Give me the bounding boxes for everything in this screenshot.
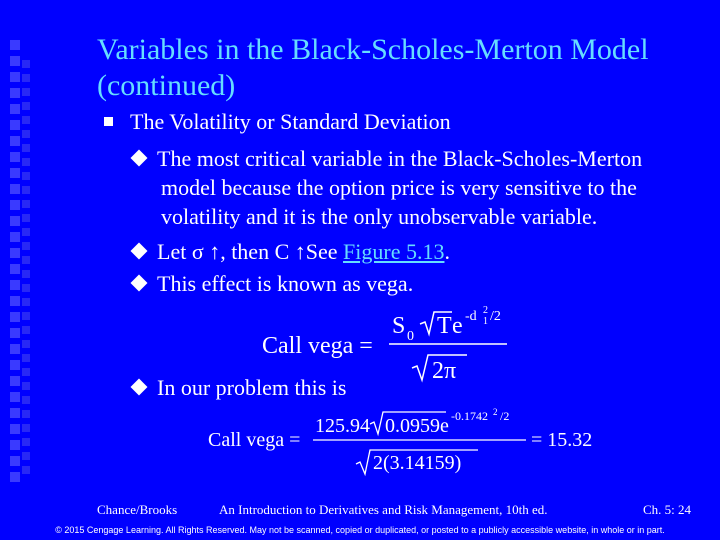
slide-title (97, 32, 707, 104)
sub-bullet-text: model because the option price is very sensitive to the (161, 175, 637, 200)
footer-book-title: An Introduction to Derivatives and Risk Management, 10th ed. (219, 502, 548, 517)
sub-bullet-problem (133, 373, 346, 402)
footer-page-number: Ch. 5: 24 (643, 502, 692, 517)
computation-e: e (440, 415, 449, 437)
sub-bullet-critical (133, 144, 703, 231)
up-arrow-icon: ↑ (294, 239, 306, 264)
let-sigma-text: Let σ (157, 239, 210, 264)
formula-e: e (452, 313, 463, 339)
sub-bullet-text: This effect is known as vega. (157, 271, 414, 296)
sub-bullet-text: The most critical variable in the Black-Scholes-Merton (157, 146, 643, 171)
computation-num2: 0.0959 (385, 415, 440, 437)
computation-exp-tail: /2 (500, 409, 510, 423)
figure-link[interactable]: Figure 5.13 (343, 239, 445, 264)
diamond-bullet-icon (131, 243, 148, 260)
then-c-text: , then C (220, 239, 295, 264)
period-text: . (444, 239, 450, 264)
copyright-notice: © 2015 Cengage Learning. All Rights Reserved. May not be scanned, copied or duplicated, or posted to a publicly accessible website, in whole or in part. (55, 525, 665, 535)
computation-lhs: Call vega = (208, 429, 301, 451)
sub-bullet-text: In our problem this is (157, 375, 347, 400)
title-line-2: (continued) (97, 69, 236, 102)
formula-den: 2π (432, 358, 457, 384)
computation-result: = 15.32 (531, 429, 593, 451)
diamond-bullet-icon (131, 379, 148, 396)
see-text: See (305, 239, 344, 264)
up-arrow-icon: ↑ (209, 239, 221, 264)
formula-exp-sup: 2 (483, 305, 488, 316)
computation-num1: 125.94 (315, 415, 370, 437)
decorative-strip-inner (22, 60, 32, 490)
footer-authors: Chance/Brooks (97, 502, 178, 517)
formula-t: T (437, 313, 452, 339)
formula-exp: -d (465, 309, 477, 324)
formula-lhs: Call vega = (262, 333, 373, 359)
formula-s-sub: 0 (407, 329, 414, 344)
main-bullet: The Volatility or Standard Deviation (130, 109, 451, 134)
computation-den: 2(3.14159) (373, 452, 462, 474)
sub-bullet-vega (133, 269, 413, 298)
sub-bullet-text: volatility and it is the only unobservable variable. (161, 204, 598, 229)
computation-exp-sup: 2 (493, 408, 498, 417)
computation-exp: -0.1742 (451, 409, 488, 423)
formula-exp-tail: /2 (490, 309, 501, 324)
formula-s: S (392, 313, 406, 339)
diamond-bullet-icon (131, 275, 148, 292)
vega-computation (208, 408, 628, 478)
square-bullet-icon (104, 117, 113, 126)
sub-bullet-let-sigma (133, 237, 450, 266)
diamond-bullet-icon (131, 150, 148, 167)
title-line-1: Variables in the Black-Scholes-Merton Model (97, 33, 649, 66)
formula-exp-sub: 1 (483, 316, 488, 327)
